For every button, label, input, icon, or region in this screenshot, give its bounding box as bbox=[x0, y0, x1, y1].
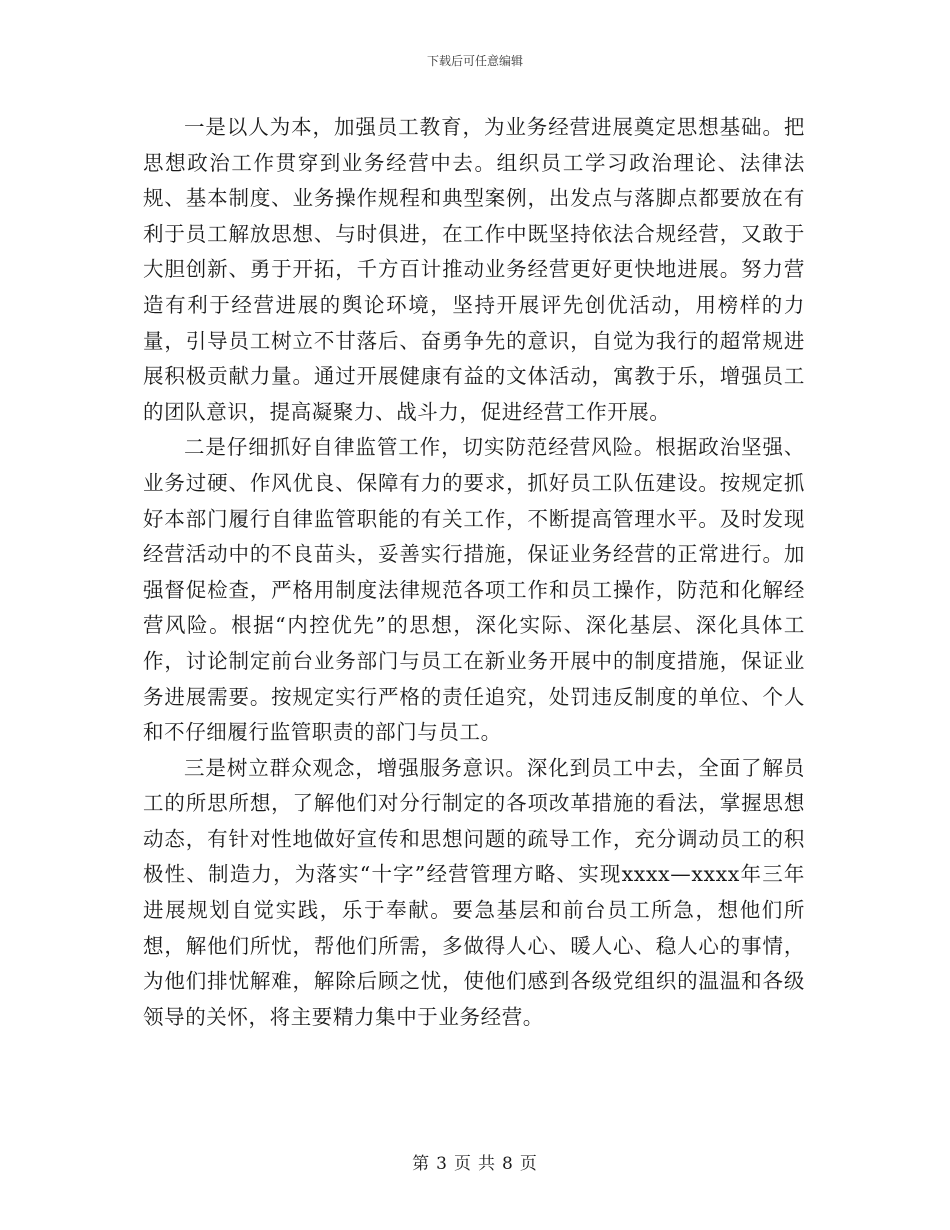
page-footer bbox=[0, 1153, 950, 1175]
document-body bbox=[143, 110, 805, 1035]
paragraph-3: 三是树立群众观念，增强服务意识。深化到员工中去，全面了解员工的所思所想，了解他们对分行制定的各项改革措施的看法，掌握思想动态，有针对性地做好宣传和思想问题的疏导工作，充分调动员工的积极性、制造力，为落实“十字”经营管理方略、实现xxxx—xxxx年三年进展规划自觉实践，乐于奉献。要急基层和前台员工所急，想他们所想，解他们所忧，帮他们所需，多做得人心、暖人心、稳人心的事情，为他们排忧解难，解除后顾之忧，使他们感到各级党组织的温温和各级领导的关怀，将主要精力集中于业务经营。 bbox=[143, 755, 805, 1029]
header-text: 下载后可任意编辑 bbox=[426, 54, 523, 68]
total-pages-number: 8 bbox=[502, 1154, 514, 1174]
footer-page-label: 页 bbox=[454, 1154, 472, 1174]
paragraph-1: 一是以人为本，加强员工教育，为业务经营进展奠定思想基础。把思想政治工作贯穿到业务经营中去。组织员工学习政治理论、法律法规、基本制度、业务操作规程和典型案例，出发点与落脚点都要放在有利于员工解放思想、与时俱进，在工作中既坚持依法合规经营，又敢于大胆创新、勇于开拓，千方百计推动业务经营更好更快地进展。努力营造有利于经营进展的舆论环境，坚持开展评先创优活动，用榜样的力量，引导员工树立不甘落后、奋勇争先的意识，自觉为我行的超常规进展积极贡献力量。通过开展健康有益的文体活动，寓教于乐，增强员工的团队意识，提高凝聚力、战斗力，促进经营工作开展。 bbox=[143, 115, 805, 424]
page-header bbox=[0, 53, 950, 69]
footer-prefix: 第 bbox=[412, 1154, 431, 1174]
current-page-number: 3 bbox=[436, 1154, 448, 1174]
footer-suffix: 页 bbox=[519, 1154, 538, 1174]
footer-total-label: 共 bbox=[478, 1154, 496, 1174]
paragraph-2: 二是仔细抓好自律监管工作，切实防范经营风险。根据政治坚强、业务过硬、作风优良、保障有力的要求，抓好员工队伍建设。按规定抓好本部门履行自律监管职能的有关工作，不断提高管理水平。及时发现经营活动中的不良苗头，妥善实行措施，保证业务经营的正常进行。加强督促检查，严格用制度法律规范各项工作和员工操作，防范和化解经营风险。根据“内控优先”的思想，深化实际、深化基层、深化具体工作，讨论制定前台业务部门与员工在新业务开展中的制度措施，保证业务进展需要。按规定实行严格的责任追究，处罚违反制度的单位、个人和不仔细履行监管职责的部门与员工。 bbox=[143, 435, 805, 745]
